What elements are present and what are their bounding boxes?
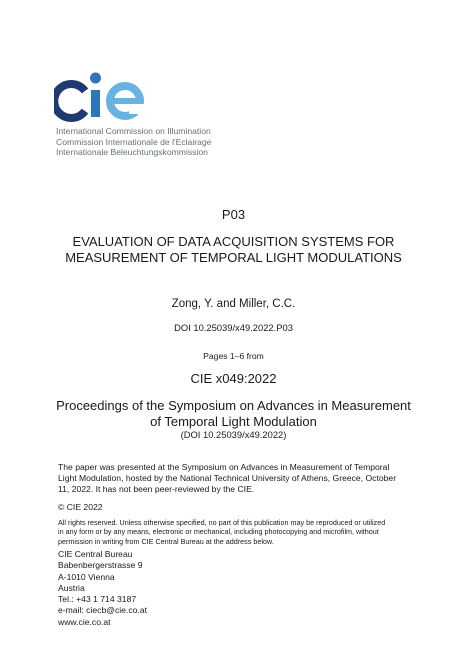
- paper-doi: DOI 10.25039/x49.2022.P03: [174, 322, 293, 333]
- organisation-names: [56, 126, 211, 158]
- paper-code: P03: [221, 207, 246, 222]
- address-line: Austria: [58, 582, 85, 593]
- org-name-en: International Commission on Illumination: [56, 126, 211, 136]
- pages-range: Pages 1–6 from: [203, 351, 264, 361]
- publication-number: CIE x049:2022: [190, 371, 277, 386]
- address-line: Babenbergerstrasse 9: [58, 560, 143, 571]
- paper-title-line: MEASUREMENT OF TEMPORAL LIGHT MODULATIONS: [65, 250, 402, 265]
- address-line: CIE Central Bureau: [58, 549, 133, 559]
- cie-logo: [54, 70, 224, 170]
- proceedings-title: [0, 398, 467, 429]
- rights-statement: [58, 518, 410, 546]
- address-email: e-mail: ciecb@cie.co.at: [58, 605, 147, 616]
- cie-wordmark-logo: [54, 70, 154, 125]
- address-phone: Tel.: +43 1 714 3187: [58, 594, 137, 605]
- rights-line: All rights reserved. Unless otherwise specified, no part of this publication may be reproduced or utilized: [58, 518, 386, 527]
- note-line: Light Modulation, hosted by the National Technical University of Athens, Greece, October: [58, 473, 397, 483]
- note-line: 11, 2022. It has not been peer-reviewed by the CIE.: [58, 484, 255, 494]
- authors: Zong, Y. and Miller, C.C.: [171, 298, 296, 310]
- note-line: The paper was presented at the Symposium on Advances in Measurement of Temporal: [58, 462, 390, 472]
- paper-title-line: EVALUATION OF DATA ACQUISITION SYSTEMS FOR: [72, 234, 395, 249]
- proceedings-title-line: Proceedings of the Symposium on Advances in Measurement: [56, 398, 411, 413]
- address-block: [58, 549, 410, 628]
- address-website: www.cie.co.at: [58, 616, 111, 627]
- paper-title: [0, 234, 467, 266]
- copyright: © CIE 2022: [58, 502, 103, 512]
- rights-line: in any form or by any means, electronic or mechanical, including photocopying and microfilm, without: [58, 527, 379, 537]
- org-name-de: Internationale Beleuchtungskommission: [56, 147, 208, 157]
- proceedings-doi: (DOI 10.25039/x49.2022): [180, 429, 287, 440]
- address-line: A-1010 Vienna: [58, 571, 115, 582]
- rights-line: permission in writing from CIE Central Bureau at the address below.: [58, 536, 274, 546]
- proceedings-title-line: of Temporal Light Modulation: [150, 413, 317, 429]
- org-name-fr: Commission Internationale de l'Eclairage: [56, 136, 212, 147]
- presentation-note: [58, 462, 410, 495]
